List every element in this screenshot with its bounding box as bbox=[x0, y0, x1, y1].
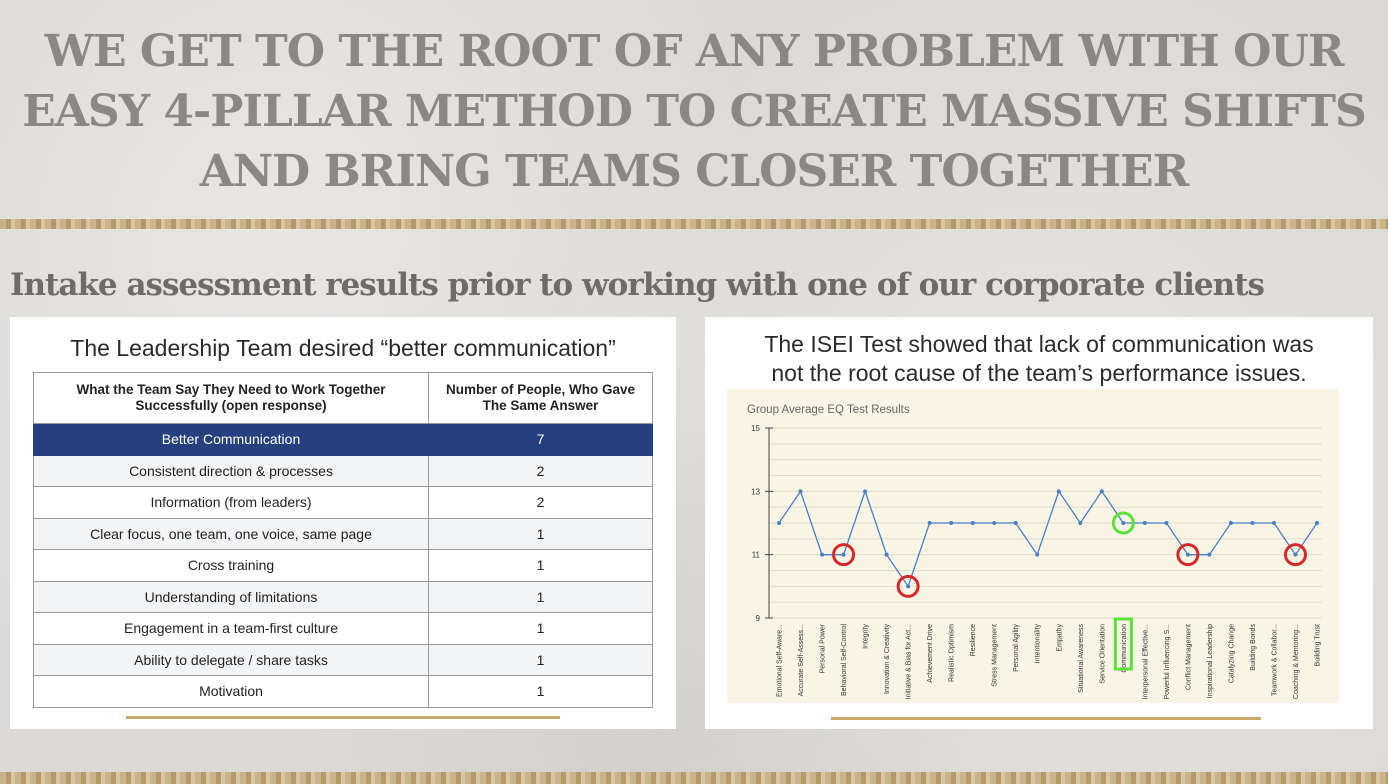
y-tick-label: 15 bbox=[751, 424, 760, 433]
headline-line-1: WE GET TO THE ROOT OF ANY PROBLEM WITH OUR bbox=[44, 26, 1344, 77]
decorative-divider-top bbox=[0, 219, 1388, 229]
x-tick-label: Powerful Influencing S... bbox=[1163, 624, 1171, 700]
y-tick-label: 13 bbox=[751, 487, 760, 497]
table-header-row bbox=[34, 373, 653, 424]
count-cell: 1 bbox=[429, 581, 653, 613]
answer-cell: Clear focus, one team, one voice, same page bbox=[34, 518, 429, 550]
answer-cell: Understanding of limitations bbox=[34, 581, 429, 613]
answer-cell: Cross training bbox=[34, 550, 429, 582]
eq-card-title-line-1: The ISEI Test showed that lack of communication was bbox=[764, 331, 1314, 357]
table-row bbox=[34, 550, 653, 582]
count-cell: 1 bbox=[429, 550, 653, 582]
data-point bbox=[1250, 521, 1254, 525]
data-point bbox=[1186, 553, 1190, 557]
data-point bbox=[1078, 521, 1082, 525]
data-point bbox=[842, 553, 846, 557]
x-tick-label: Inspirational Leadership bbox=[1206, 624, 1214, 699]
table-row bbox=[34, 613, 653, 645]
answer-cell: Consistent direction & processes bbox=[34, 455, 429, 487]
x-tick-label: Emotional Self-Aware... bbox=[776, 624, 784, 698]
x-tick-label: Teamwork & Collabor... bbox=[1271, 624, 1279, 696]
survey-results-card bbox=[10, 317, 676, 729]
data-point bbox=[928, 521, 932, 525]
x-tick-label: Empathy bbox=[1056, 624, 1064, 652]
x-tick-label: Personal Agility bbox=[1013, 624, 1021, 672]
headline-line-2: EASY 4-PILLAR METHOD TO CREATE MASSIVE SHIFTS bbox=[22, 86, 1366, 137]
data-point bbox=[1272, 521, 1276, 525]
count-cell: 2 bbox=[429, 487, 653, 519]
data-point bbox=[1143, 521, 1147, 525]
answer-cell: Engagement in a team-first culture bbox=[34, 613, 429, 645]
x-tick-label: Accurate Self-Assess... bbox=[798, 624, 805, 697]
x-tick-label: Stress Management bbox=[991, 624, 999, 687]
x-tick-label: Interpersonal Effective... bbox=[1142, 624, 1150, 700]
x-tick-label: Service Orientation bbox=[1099, 624, 1107, 684]
x-tick-label: Coaching & Mentoring... bbox=[1293, 624, 1300, 700]
data-point bbox=[885, 553, 889, 557]
data-point bbox=[820, 553, 824, 557]
data-point bbox=[1014, 521, 1018, 525]
answer-cell: Information (from leaders) bbox=[34, 487, 429, 519]
data-point bbox=[1164, 521, 1168, 525]
x-tick-label: Conflict Management bbox=[1185, 624, 1193, 691]
x-tick-label: Realistic Optimism bbox=[948, 624, 956, 682]
eq-card-title-line-2: not the root cause of the team’s performance issues. bbox=[771, 360, 1307, 386]
x-tick-label: Personal Power bbox=[819, 624, 827, 674]
x-tick-label: Intentionality bbox=[1034, 624, 1042, 664]
x-tick-label: Achievement Drive bbox=[927, 624, 935, 683]
data-point bbox=[971, 521, 975, 525]
data-point bbox=[1315, 521, 1319, 525]
x-tick-label: Innovation & Creativity bbox=[884, 624, 892, 695]
x-tick-label: Situational Awareness bbox=[1077, 624, 1085, 693]
x-tick-label: Building Trust bbox=[1314, 624, 1322, 667]
eq-chart-svg bbox=[727, 389, 1339, 703]
table-row bbox=[34, 518, 653, 550]
count-cell: 1 bbox=[429, 676, 653, 708]
x-tick-label: Initiative & Bias for Act... bbox=[905, 624, 913, 700]
table-row bbox=[34, 424, 653, 456]
headline-line-3: AND BRING TEAMS CLOSER TOGETHER bbox=[199, 146, 1189, 197]
data-point bbox=[1293, 553, 1297, 557]
answer-cell: Better Communication bbox=[34, 424, 429, 456]
count-cell: 2 bbox=[429, 455, 653, 487]
answer-cell: Motivation bbox=[34, 676, 429, 708]
eq-test-card bbox=[705, 317, 1373, 729]
x-tick-label: Integrity bbox=[862, 624, 870, 649]
card-accent-underline bbox=[831, 717, 1261, 720]
count-cell: 1 bbox=[429, 518, 653, 550]
table-row bbox=[34, 455, 653, 487]
y-tick-label: 11 bbox=[751, 550, 760, 560]
eq-card-title bbox=[705, 330, 1373, 388]
table-row bbox=[34, 676, 653, 708]
column-header-answer: What the Team Say They Need to Work Together Successfully (open response) bbox=[34, 373, 429, 424]
survey-results-table bbox=[33, 372, 653, 708]
data-point bbox=[949, 521, 953, 525]
page-headline bbox=[0, 22, 1388, 202]
table-row bbox=[34, 644, 653, 676]
x-tick-label: Catalyzing Change bbox=[1228, 624, 1236, 684]
eq-line-chart bbox=[727, 389, 1339, 703]
data-point bbox=[1229, 521, 1233, 525]
count-cell: 1 bbox=[429, 644, 653, 676]
card-accent-underline bbox=[126, 716, 560, 719]
survey-card-title: The Leadership Team desired “better communication” bbox=[70, 335, 616, 361]
x-tick-label: Behavioral Self-Control bbox=[841, 624, 849, 696]
chart-title: Group Average EQ Test Results bbox=[747, 404, 910, 416]
data-point bbox=[1121, 521, 1125, 525]
section-subheading: Intake assessment results prior to working with one of our corporate clients bbox=[10, 267, 1264, 303]
count-cell: 7 bbox=[429, 424, 653, 456]
table-row bbox=[34, 487, 653, 519]
table-row bbox=[34, 581, 653, 613]
x-tick-label: Resilience bbox=[970, 624, 978, 657]
x-tick-label: Building Bonds bbox=[1249, 624, 1257, 671]
data-point bbox=[1057, 489, 1061, 493]
data-point bbox=[906, 584, 910, 588]
decorative-divider-bottom bbox=[0, 772, 1388, 784]
data-point bbox=[992, 521, 996, 525]
data-point bbox=[777, 521, 781, 525]
answer-cell: Ability to delegate / share tasks bbox=[34, 644, 429, 676]
data-point bbox=[1035, 553, 1039, 557]
data-point bbox=[1207, 553, 1211, 557]
data-point bbox=[799, 489, 803, 493]
x-tick-label: Communication bbox=[1120, 624, 1128, 673]
count-cell: 1 bbox=[429, 613, 653, 645]
data-point bbox=[1100, 489, 1104, 493]
data-point bbox=[863, 489, 867, 493]
y-tick-label: 9 bbox=[755, 614, 760, 623]
column-header-count: Number of People, Who Gave The Same Answer bbox=[429, 373, 653, 424]
